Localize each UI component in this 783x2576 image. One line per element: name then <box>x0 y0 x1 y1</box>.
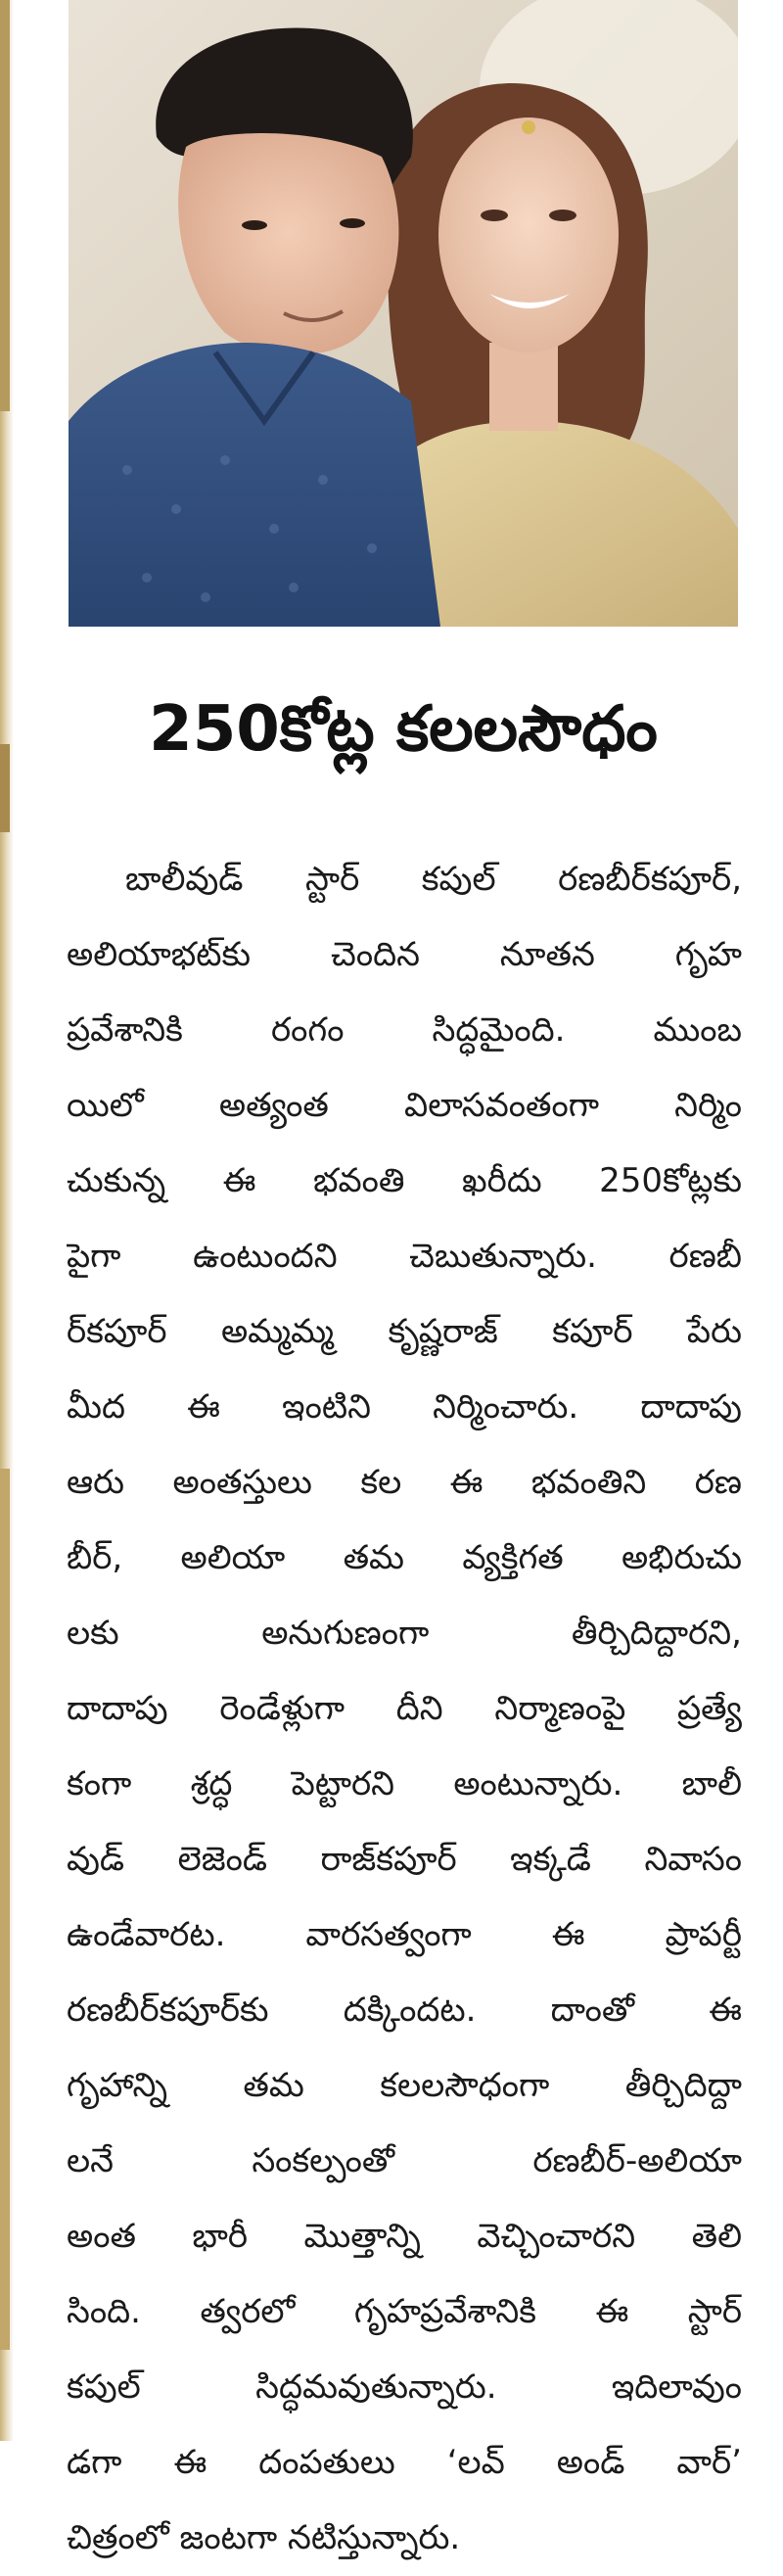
couple-photo <box>69 0 738 627</box>
article-line: రణబీర్‌కపూర్‌కు దక్కిందట. దాంతో ఈ <box>67 1991 742 2030</box>
article-line: అంత భారీ మొత్తాన్ని వెచ్చించారని తెలి <box>67 2217 742 2256</box>
article-line: దాదాపు రెండేళ్లుగా దీని నిర్మాణంపై ప్రత్యే <box>67 1689 742 1728</box>
headline: 250కోట్ల కలలసౌధం <box>149 693 658 766</box>
adjacent-column-edge <box>0 0 14 2441</box>
article-body <box>67 842 742 2576</box>
article-line: మీద ఈ ఇంటిని నిర్మించారు. దాదాపు <box>67 1387 742 1427</box>
edge-band <box>0 744 10 832</box>
article-line: గృహాన్ని తమ కలలసౌధంగా తీర్చిదిద్దా <box>67 2066 742 2105</box>
article-line: కపుల్ సిద్ధమవుతున్నారు. ఇదిలావుం <box>67 2367 742 2407</box>
article-line: డగా ఈ దంపతులు ‘లవ్ అండ్ వార్’ <box>67 2443 742 2482</box>
article-line: ప్రవేశానికి రంగం సిద్ధమైంది. ముంబ <box>67 1010 742 1050</box>
couple-photo-illustration <box>69 0 738 627</box>
article-line: ర్‌కపూర్ అమ్మమ్మ కృష్ణరాజ్ కపూర్ పేరు <box>67 1312 742 1351</box>
article-line: యిలో అత్యంత విలాసవంతంగా నిర్మిం <box>67 1086 742 1125</box>
article-line: లకు అనుగుణంగా తీర్చిదిద్దారని, <box>67 1614 742 1653</box>
article-line: బీర్, అలియా తమ వ్యక్తిగత అభిరుచు <box>67 1538 742 1577</box>
article-line: వుడ్ లెజెండ్ రాజ్‌కపూర్ ఇక్కడే నివాసం <box>67 1840 742 1879</box>
article-line: అలియాభట్‌కు చెందిన నూతన గృహ <box>67 935 742 974</box>
article-line: చుకున్న ఈ భవంతి ఖరీదు 250కోట్లకు <box>67 1161 742 1200</box>
article-line: లనే సంకల్పంతో రణబీర్-అలియా <box>67 2141 742 2180</box>
article-line: చిత్రంలో జంటగా నటిస్తున్నారు. <box>67 2518 461 2557</box>
article-line: ఆరు అంతస్తులు కల ఈ భవంతిని రణ <box>67 1463 742 1502</box>
article-line: బాలీవుడ్ స్టార్ కపుల్ రణబీర్‌కపూర్, <box>125 860 742 899</box>
article-line: సింది. త్వరలో గృహప్రవేశానికి ఈ స్టార్ <box>67 2292 742 2331</box>
edge-band <box>0 1469 10 2350</box>
edge-band <box>0 0 10 411</box>
article-line: ఉండేవారట. వారసత్వంగా ఈ ప్రాపర్టీ <box>67 1915 742 1954</box>
article-line: కంగా శ్రద్ధ పెట్టారని అంటున్నారు. బాలీ <box>67 1764 742 1803</box>
article-line: పైగా ఉంటుందని చెబుతున్నారు. రణబీ <box>67 1237 742 1276</box>
